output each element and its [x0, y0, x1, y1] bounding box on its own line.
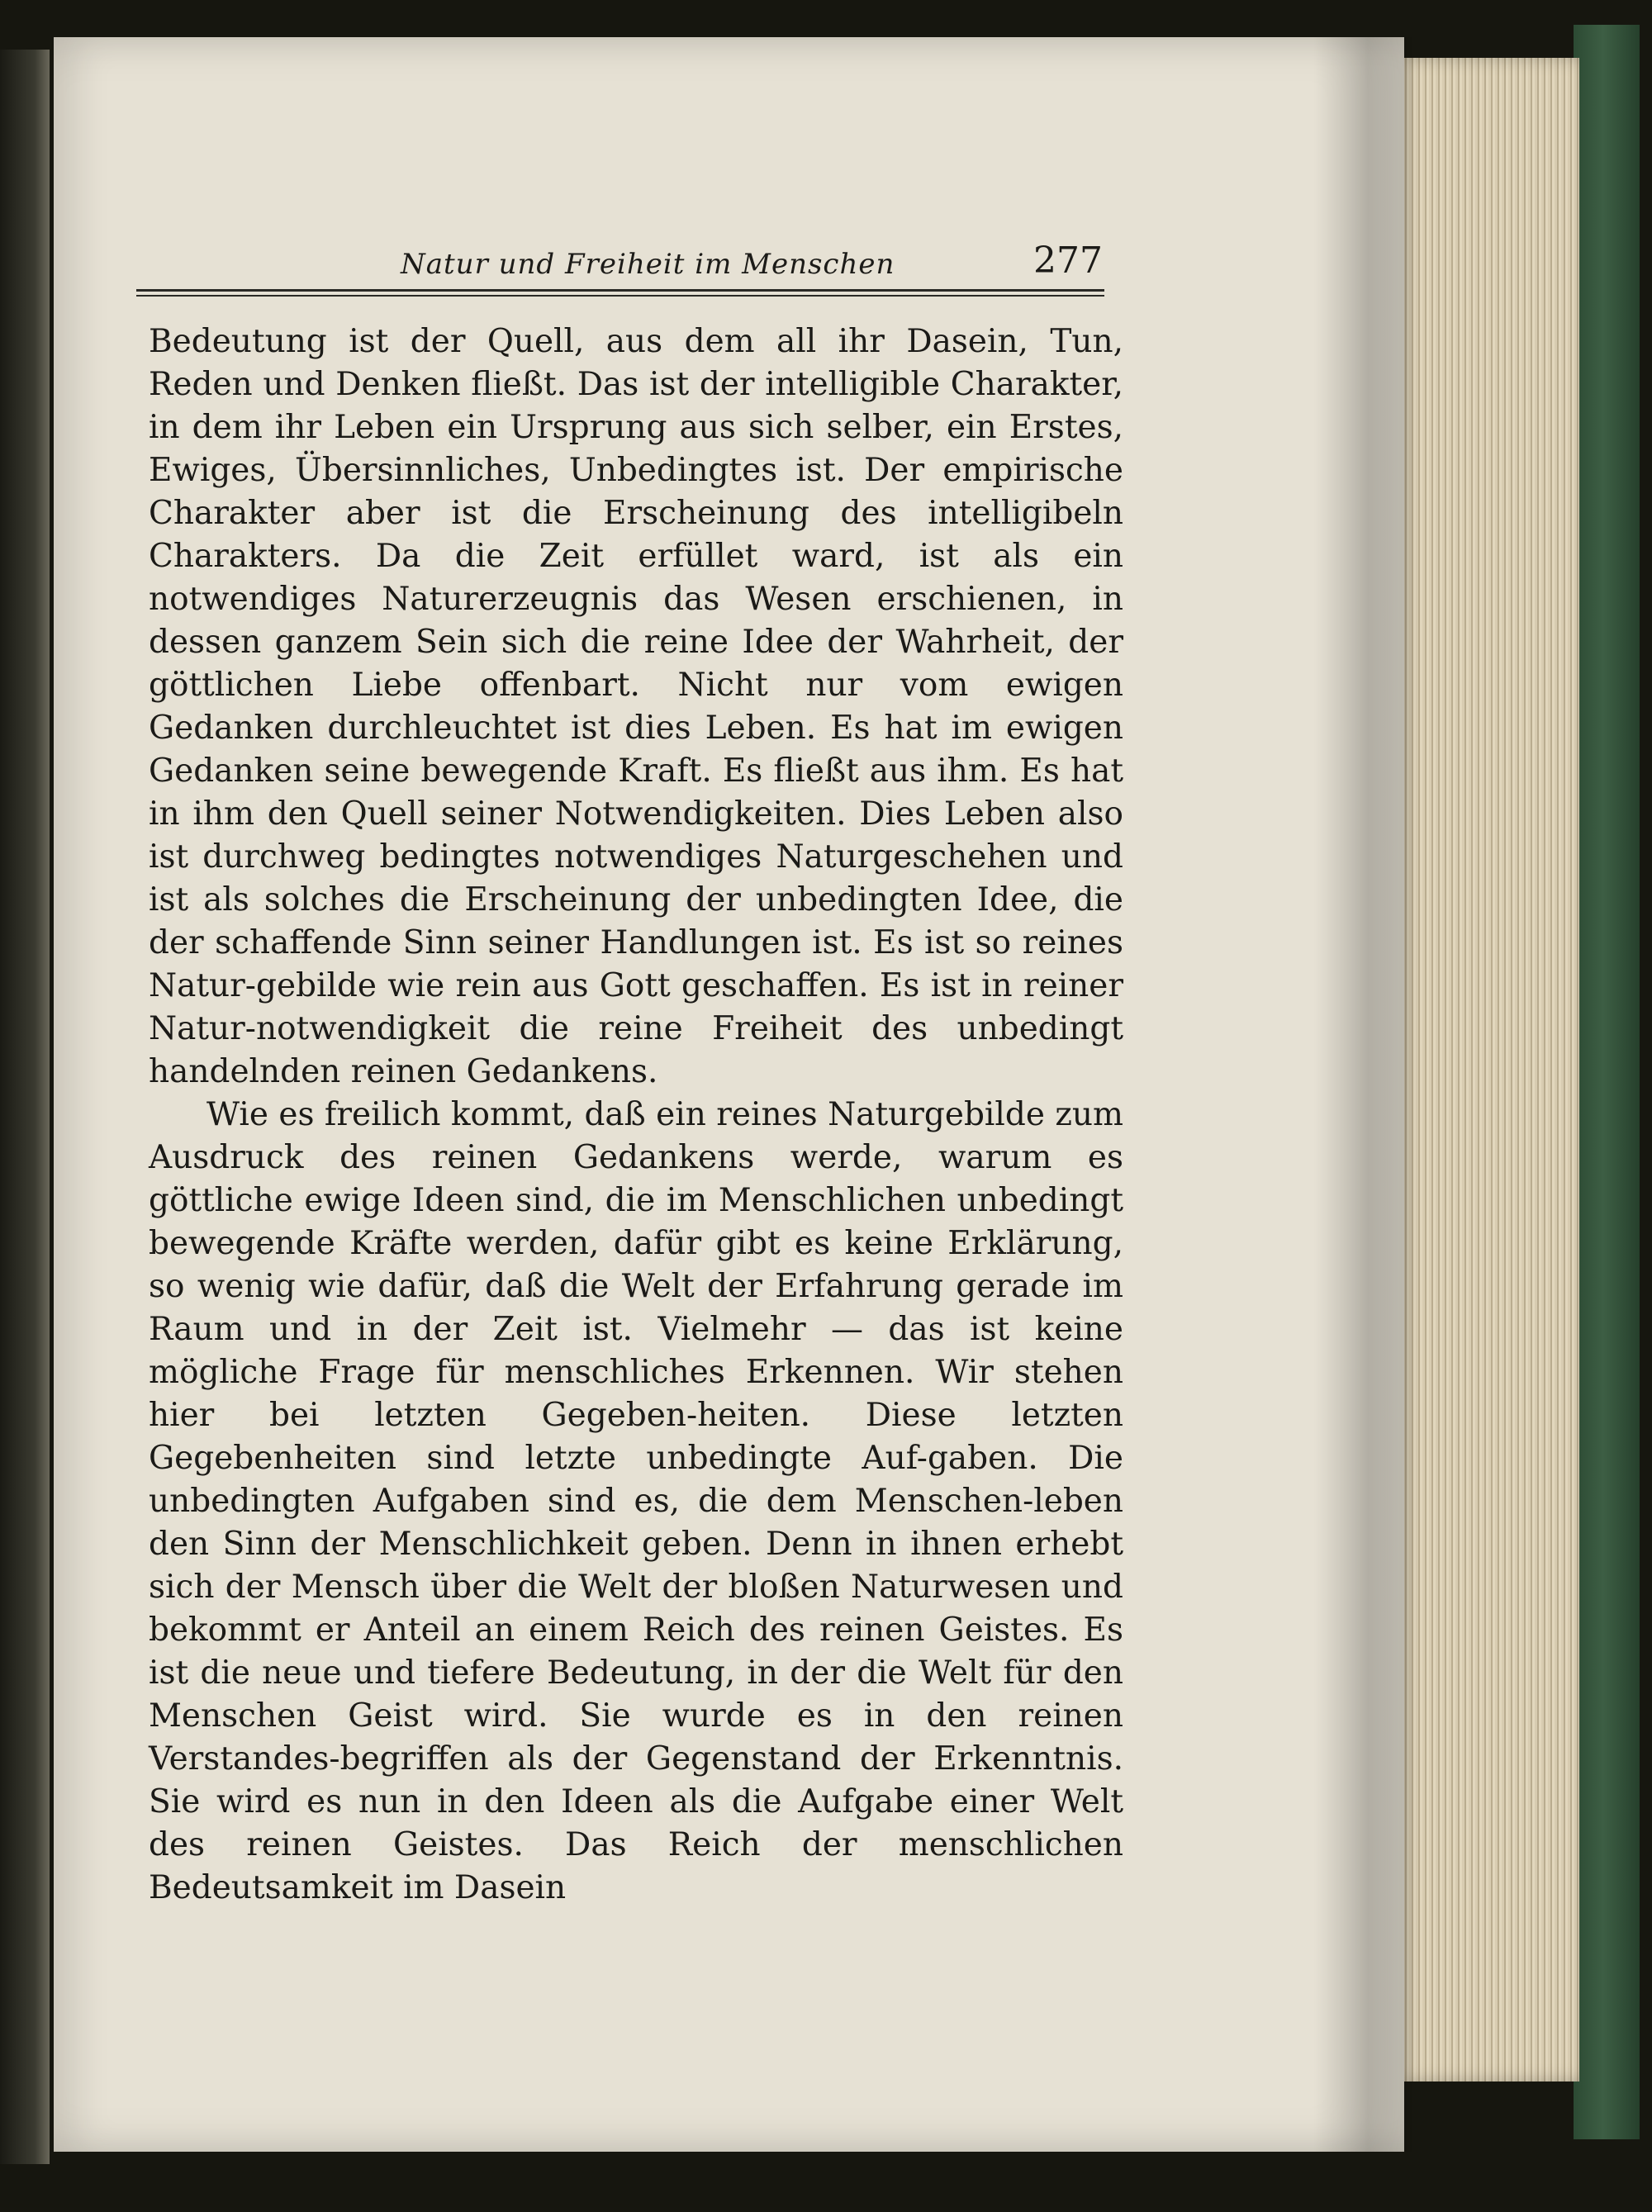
- body-text: [149, 320, 1123, 1910]
- header-rule-thin: [136, 295, 1104, 297]
- running-header: [136, 240, 1103, 289]
- page-number: 277: [1033, 240, 1103, 282]
- header-rule: [136, 289, 1104, 292]
- paragraph-1: Bedeutung ist der Quell, aus dem all ihr Dasein, Tun, Reden und Denken fließt. Das ist der intelligible Charakter, in dem ihr Leben ein Ursprung aus sich selber, ein Erstes, Ewiges, Übersinnliches, Unbedingtes ist. Der empirische Charakter aber ist die Erscheinung des intelligibeln Charakters. Da die Zeit erfüllet ward, ist als ein notwendiges Naturerzeugnis das Wesen erschienen, in dessen ganzem Sein sich die reine Idee der Wahrheit, der göttlichen Liebe offenbart. Nicht nur vom ewigen Gedanken durchleuchtet ist dies Leben. Es hat im ewigen Gedanken seine bewegende Kraft. Es fließt aus ihm. Es hat in ihm den Quell seiner Notwendigkeiten. Dies Leben also ist durchweg bedingtes notwendiges Naturgeschehen und ist als solches die Erscheinung der unbedingten Idee, die der schaffende Sinn seiner Handlungen ist. Es ist so reines Natur-gebilde wie rein aus Gott geschaffen. Es ist in reiner Natur-notwendigkeit die reine Freiheit des unbedingt handelnden reinen Gedankens.: [149, 323, 1123, 1090]
- left-book-cover: [0, 50, 50, 2164]
- right-book-cover: [1574, 25, 1640, 2139]
- paragraph-2: Wie es freilich kommt, daß ein reines Naturgebilde zum Ausdruck des reinen Gedankens werde, warum es göttliche ewige Ideen sind, die im Menschlichen unbedingt bewegende Kräfte werden, dafür gibt es keine Erklärung, so wenig wie dafür, daß die Welt der Erfahrung gerade im Raum und in der Zeit ist. Vielmehr — das ist keine mögliche Frage für menschliches Erkennen. Wir stehen hier bei letzten Gegeben-heiten. Diese letzten Gegebenheiten sind letzte unbedingte Auf-gaben. Die unbedingten Aufgaben sind es, die dem Menschen-leben den Sinn der Menschlichkeit geben. Denn in ihnen erhebt sich der Mensch über die Welt der bloßen Naturwesen und bekommt er Anteil an einem Reich des reinen Geistes. Es ist die neue und tiefere Bedeutung, in der die Welt für den Menschen Geist wird. Sie wurde es in den reinen Verstandes-begriffen als der Gegenstand der Erkenntnis. Sie wird es nun in den Ideen als die Aufgabe einer Welt des reinen Geistes. Das Reich der menschlichen Bedeutsamkeit im Dasein: [149, 1096, 1123, 1906]
- page-edges: [1396, 58, 1579, 2081]
- running-header-title: Natur und Freiheit im Menschen: [401, 248, 895, 281]
- page-gutter-shadow: [1313, 37, 1412, 2152]
